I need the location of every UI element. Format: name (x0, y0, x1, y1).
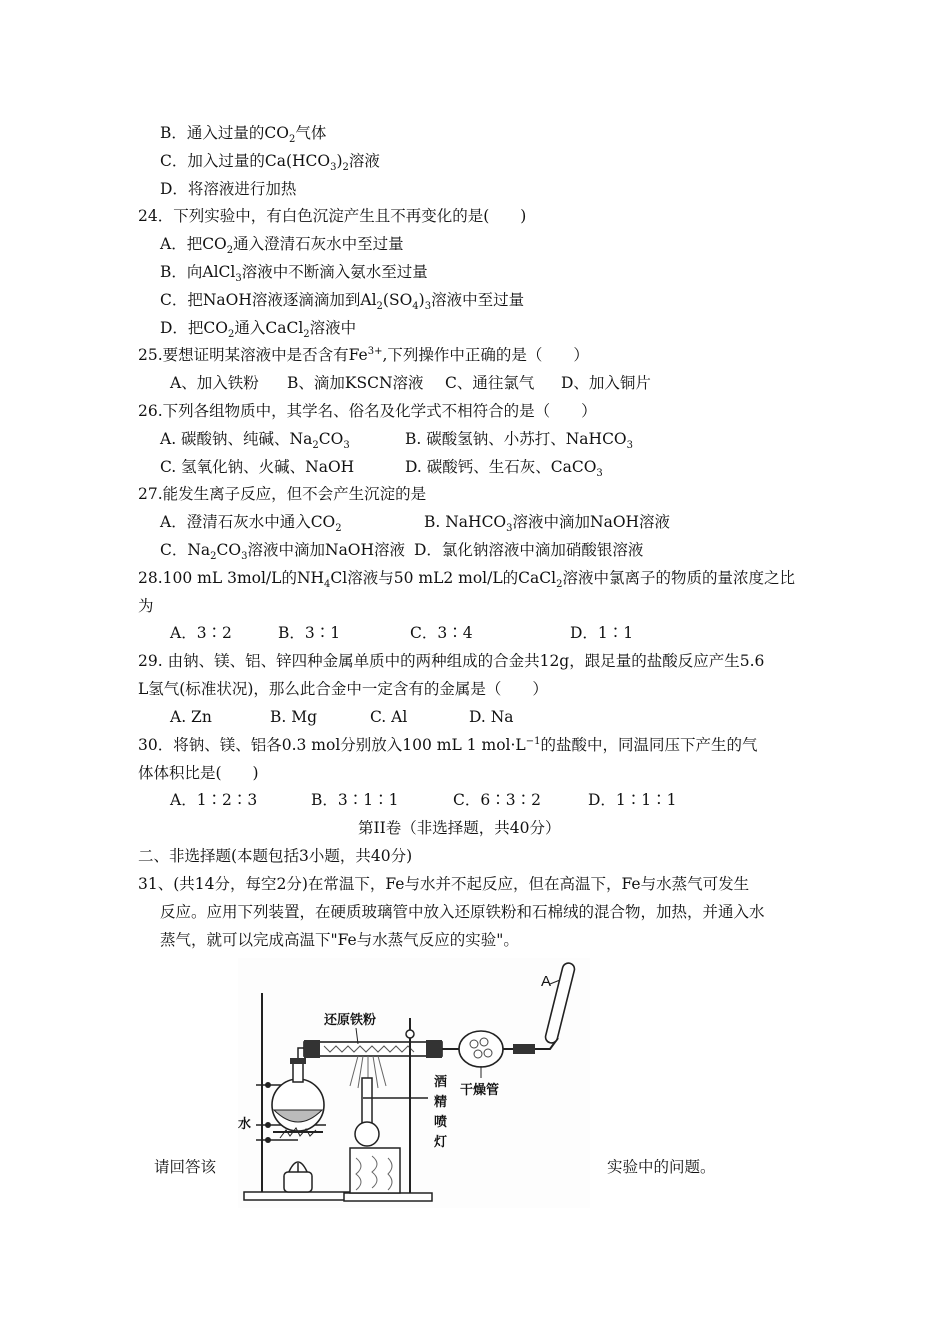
section-title: 第II卷（非选择题，共40分） (358, 819, 561, 837)
q29-option-d: D. Na (469, 708, 514, 726)
q27-option-a: A．澄清石灰水中通入$CO_2$ (160, 513, 342, 535)
left-base-plate (244, 1192, 352, 1200)
apparatus-diagram (238, 958, 590, 1208)
q28-stem-line1: 28.100 mL 3mol/L的$NH_4Cl$溶液与50 mL2 mol/L的CaCl$_2$溶液中氯离子的物质的量浓度之比 (138, 569, 795, 591)
label-drying-tube: 干燥管 (460, 1083, 500, 1098)
q26-option-d: D. 碳酸钙、生石灰、CaCO$_3$ (405, 458, 603, 480)
label-iron-powder: 还原铁粉 (324, 1013, 377, 1028)
q27-option-b: B. NaHCO$_3$溶液中滴加NaOH溶液 (424, 513, 671, 535)
q30-option-b: B．3∶1∶1 (311, 791, 399, 809)
q24-option-b: B．向AlCl$_3$溶液中不断滴入氨水至过量 (160, 263, 428, 285)
label-lamp-2: 精 (434, 1095, 448, 1110)
q26-option-c: C. 氢氧化钠、火碱、NaOH (160, 458, 355, 476)
q29-option-a: A. Zn (170, 708, 212, 726)
right-base-plate (344, 1193, 432, 1201)
q27-stem: 27.能发生离子反应，但不会产生沉淀的是 (138, 485, 427, 503)
round-flask (272, 1079, 324, 1131)
q31-line2: 反应。应用下列装置，在硬质玻璃管中放入还原铁粉和石棉绒的混合物，加热，并通入水 (160, 903, 765, 921)
q25-option-b: B、滴加KSCN溶液 (287, 374, 424, 392)
q25-stem: 25.要想证明某溶液中是否含有$Fe^{3+}$,下列操作中正确的是（ ） (138, 345, 589, 364)
q28-option-a: A．3∶2 (170, 624, 232, 642)
q26-option-b: B. 碳酸氢钠、小苏打、NaHCO$_3$ (405, 430, 634, 452)
q28-option-c: C．3∶4 (410, 624, 473, 642)
blowtorch (362, 1078, 372, 1124)
q30-option-c: C．6∶3∶2 (453, 791, 541, 809)
q29-option-b: B. Mg (270, 708, 318, 726)
q27-option-c: C．$Na_2CO_3$溶液中滴加NaOH溶液 (160, 541, 406, 563)
q24-option-c: C．把NaOH溶液逐滴滴加到$Al_2(SO_4)_3$溶液中至过量 (160, 291, 525, 313)
label-lamp-3: 喷 (434, 1115, 448, 1130)
q24-option-d: D．把$CO_2$通入CaCl$_2$溶液中 (160, 319, 357, 341)
q31-line3: 蒸气，就可以完成高温下"Fe与水蒸气反应的实验"。 (160, 931, 519, 949)
q26-stem: 26.下列各组物质中，其学名、俗名及化学式不相符合的是（ ） (138, 402, 597, 420)
q23-option-d: D．将溶液进行加热 (160, 180, 297, 198)
q31-tail-right: 实验中的问题。 (607, 1158, 716, 1176)
q25-option-a: A、加入铁粉 (170, 374, 259, 392)
q30-stem-line2: 体体积比是( ) (138, 764, 259, 782)
q24-option-a: A．把$CO_2$通入澄清石灰水中至过量 (160, 235, 404, 257)
q24-stem: 24．下列实验中，有白色沉淀产生且不再变化的是( ) (138, 207, 527, 225)
q26-option-a: A. 碳酸钠、纯碱、$Na_2CO_3$ (160, 430, 350, 452)
q28-stem-line2: 为 (138, 597, 154, 615)
label-lamp-4: 灯 (434, 1135, 448, 1150)
q25-option-d: D、加入铜片 (561, 374, 651, 392)
q23-option-c: C．加入过量的$Ca(HCO_3)_2$溶液 (160, 152, 380, 174)
label-lamp-1: 酒 (434, 1075, 448, 1090)
label-a: A (541, 973, 552, 990)
q28-option-d: D．1∶1 (570, 624, 634, 642)
q31-line1: 31、(共14分，每空2分)在常温下，Fe与水并不起反应，但在高温下，Fe与水蒸气可发生 (138, 875, 750, 893)
q27-option-d: D．氯化钠溶液中滴加硝酸银溶液 (414, 541, 644, 559)
q29-stem-line1: 29. 由钠、镁、铝、锌四种金属单质中的两种组成的合金共12g，跟足量的盐酸反应产生5.6 (138, 652, 765, 670)
hard-glass-tube (304, 1042, 442, 1056)
q29-option-c: C. Al (370, 708, 408, 726)
q30-option-d: D．1∶1∶1 (588, 791, 677, 809)
drying-tube (459, 1031, 503, 1067)
q25-option-c: C、通往氯气 (445, 374, 535, 392)
q31-tail-left: 请回答该 (154, 1158, 217, 1176)
q30-option-a: A．1∶2∶3 (170, 791, 258, 809)
label-water: 水 (238, 1117, 252, 1132)
lamp-block (350, 1148, 400, 1193)
apparatus-figure (238, 958, 590, 1208)
q29-stem-line2: L氢气(标准状况)，那么此合金中一定含有的金属是（ ） (138, 680, 548, 698)
q23-option-b: B．通入过量的$CO_2$气体 (160, 124, 327, 146)
part2-heading: 二、非选择题(本题包括3小题，共40分) (138, 847, 413, 865)
q28-option-b: B．3∶1 (278, 624, 341, 642)
q30-stem-line1: 30．将钠、镁、铝各0.3 mol分别放入100 mL 1 $mol\cdot L^{-1}$的盐酸中，同温同压下产生的气 (138, 735, 758, 754)
